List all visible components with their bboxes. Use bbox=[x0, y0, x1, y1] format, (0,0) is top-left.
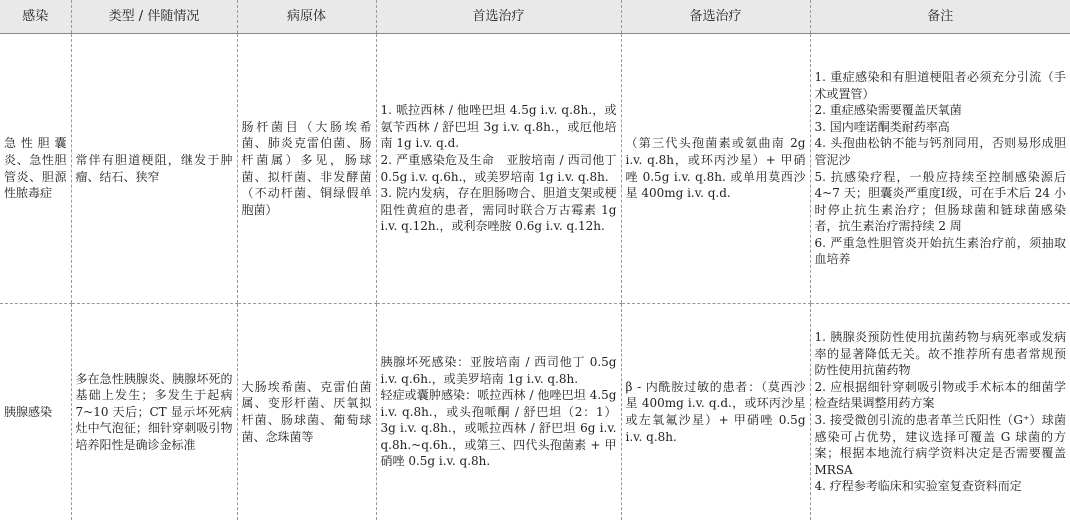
cell-infection: 急性胆囊炎、急性胆管炎、胆源性脓毒症 bbox=[0, 34, 71, 304]
cell-pathogen: 肠杆菌目（大肠埃希菌、肺炎克雷伯菌、肠杆菌属）多见，肠球菌、拟杆菌、非发酵菌（不动杆菌、铜绿假单胞菌） bbox=[237, 34, 376, 304]
first-line-item: 2. 严重感染危及生命 亚胺培南 / 西司他丁 0.5g i.v. q.6h.，或美罗培南 1g i.v. q.8h. bbox=[381, 152, 617, 185]
cell-notes bbox=[810, 304, 1070, 520]
cell-infection: 胰腺感染 bbox=[0, 304, 71, 520]
cell-first-line bbox=[376, 34, 621, 304]
cell-alternative: β - 内酰胺过敏的患者：（莫西沙星 400mg i.v. q.d.，或环丙沙星或左氧氟沙星）+ 甲硝唑 0.5g i.v. q.8h. bbox=[621, 304, 810, 520]
cell-pathogen: 大肠埃希菌、克雷伯菌属、变形杆菌、厌氧拟杆菌、肠球菌、葡萄球菌、念珠菌等 bbox=[237, 304, 376, 520]
header-first-line: 首选治疗 bbox=[376, 0, 621, 34]
first-line-item: 3. 院内发病，存在胆肠吻合、胆道支架或梗阻性黄疸的患者，需同时联合万古霉素 1g i.v. q.12h.，或利奈唑胺 0.6g i.v. q.12h. bbox=[381, 185, 617, 235]
header-notes: 备注 bbox=[810, 0, 1070, 34]
cell-first-line bbox=[376, 304, 621, 520]
first-line-item: 1. 哌拉西林 / 他唑巴坦 4.5g i.v. q.8h.，或氨苄西林 / 舒巴坦 3g i.v. q.8h.，或厄他培南 1g i.v. q.d. bbox=[381, 102, 617, 152]
first-line-item: 轻症或囊肿感染：哌拉西林 / 他唑巴坦 4.5g i.v. q.8h.，或头孢哌酮 / 舒巴坦（2：1）3g i.v. q.8h.，或哌拉西林 / 舒巴坦 6g i.v. q.8h.~q.6h.，或第三、四代头孢菌素 + 甲硝唑 0.5g i.v. q.8h. bbox=[381, 387, 617, 470]
cell-type: 常伴有胆道梗阻，继发于肿瘤、结石、狭窄 bbox=[71, 34, 237, 304]
note-item: 4. 疗程参考临床和实验室复查资料而定 bbox=[815, 478, 1067, 495]
cell-alternative: （第三代头孢菌素或氨曲南 2g i.v. q.8h，或环丙沙星）+ 甲硝唑 0.5g i.v. q.8h. 或单用莫西沙星 400mg i.v. q.d. bbox=[621, 34, 810, 304]
table-row bbox=[0, 34, 1070, 304]
header-type: 类型 / 伴随情况 bbox=[71, 0, 237, 34]
note-item: 4. 头孢曲松钠不能与钙剂同用，否则易形成胆管泥沙 bbox=[815, 135, 1067, 168]
cell-notes bbox=[810, 34, 1070, 304]
header-pathogen: 病原体 bbox=[237, 0, 376, 34]
cell-type: 多在急性胰腺炎、胰腺坏死的基础上发生；多发生于起病 7~10 天后；CT 显示坏死病灶中气泡征；细针穿刺吸引物培养阳性是确诊金标准 bbox=[71, 304, 237, 520]
note-item: 3. 接受微创引流的患者革兰氏阳性（G⁺）球菌感染可占优势，建议选择可覆盖 G 球菌的方案；根据本地流行病学资料决定是否需要覆盖 MRSA bbox=[815, 412, 1067, 478]
note-item: 2. 应根据细针穿刺吸引物或手术标本的细菌学检查结果调整用药方案 bbox=[815, 379, 1067, 412]
note-item: 1. 胰腺炎预防性使用抗菌药物与病死率或发病率的显著降低无关。故不推荐所有患者常规预防性使用抗菌药物 bbox=[815, 329, 1067, 379]
header-infection: 感染 bbox=[0, 0, 71, 34]
note-item: 5. 抗感染疗程，一般应持续至控制感染源后 4~7 天；胆囊炎严重度Ⅰ级，可在手术后 24 小时停止抗生素治疗；但肠球菌和链球菌感染者，抗生素治疗需持续 2 周 bbox=[815, 169, 1067, 235]
header-alternative: 备选治疗 bbox=[621, 0, 810, 34]
note-item: 1. 重症感染和有胆道梗阻者必须充分引流（手术或置管） bbox=[815, 69, 1067, 102]
header-row bbox=[0, 0, 1070, 34]
table-row bbox=[0, 304, 1070, 520]
note-item: 3. 国内喹诺酮类耐药率高 bbox=[815, 119, 1067, 136]
note-item: 6. 严重急性胆管炎开始抗生素治疗前，须抽取血培养 bbox=[815, 235, 1067, 268]
note-item: 2. 重症感染需要覆盖厌氧菌 bbox=[815, 102, 1067, 119]
first-line-item: 胰腺坏死感染：亚胺培南 / 西司他丁 0.5g i.v. q.6h.，或美罗培南 1g i.v. q.8h. bbox=[381, 354, 617, 387]
